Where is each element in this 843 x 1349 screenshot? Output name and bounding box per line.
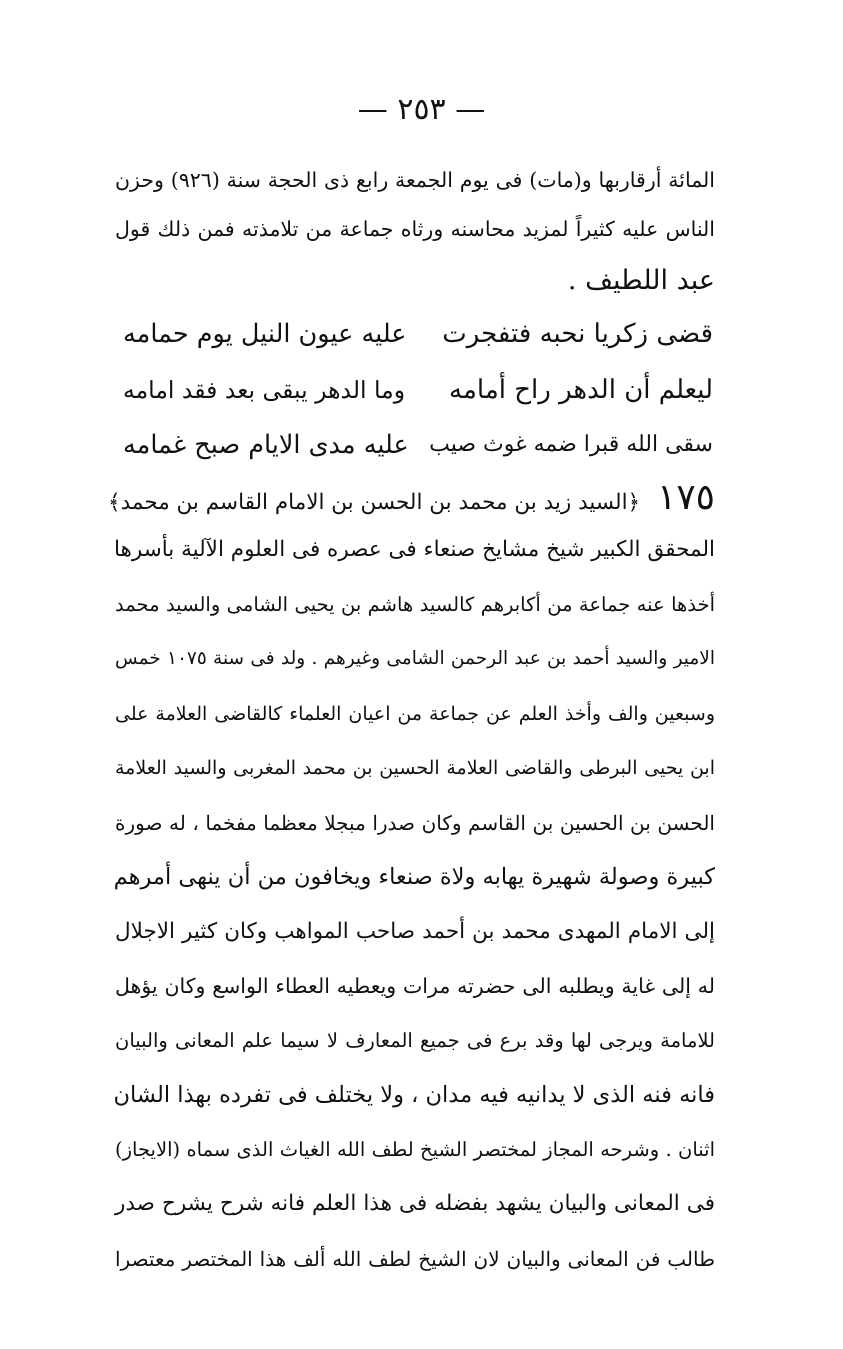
text-line: للامامة ويرجى لها وقد برع فى جميع المعارف لا سيما علم المعانى والبيان xyxy=(115,1029,715,1052)
text-line: المحقق الكبير شيخ مشايخ صنعاء فى عصره فى العلوم الآلية بأسرها xyxy=(113,537,715,562)
text-line: الامير والسيد أحمد بن عبد الرحمن الشامى وغيرهم . ولد فى سنة ١٠٧٥ خمس xyxy=(115,648,715,669)
page-number: — ٢٥٣ — xyxy=(357,92,486,127)
text-line: ابن يحيى البرطى والقاضى العلامة الحسين بن محمد المغربى والسيد العلامة xyxy=(115,757,715,779)
entry-heading xyxy=(105,476,715,525)
entry-title: ﴿السيد زيد بن محمد بن الحسن بن الامام القاسم بن محمد﴾ xyxy=(108,490,641,515)
verse-first-hemistich: سقى الله قبرا ضمه غوث صيب xyxy=(429,432,713,457)
verse-line xyxy=(123,368,713,412)
text-line: كبيرة وصولة شهيرة يهابه ولاة صنعاء ويخافون من أن ينهى أمرهم xyxy=(113,864,715,890)
verse-first-hemistich: ليعلم أن الدهر راح أمامه xyxy=(449,375,713,405)
entry-number: ١٧٥ xyxy=(656,477,715,518)
text-line: الحسن بن الحسين بن القاسم وكان صدرا مبجلا معظما مفخما ، له صورة xyxy=(115,811,715,835)
text-line: إلى الامام المهدى محمد بن أحمد صاحب المواهب وكان كثير الاجلال xyxy=(115,919,715,944)
text-line: له إلى غاية ويطلبه الى حضرته مرات ويعطيه العطاء الواسع وكان يؤهل xyxy=(115,974,715,998)
text-line: طالب فن المعانى والبيان لان الشيخ لطف الله ألف هذا المختصر معتصرا xyxy=(115,1247,715,1271)
verse-second-hemistich: عليه عيون النيل يوم حمامه xyxy=(123,319,407,349)
text-line: فانه فنه الذى لا يدانيه فيه مدان ، ولا يختلف فى تفرده بهذا الشان xyxy=(113,1082,715,1108)
text-line: فى المعانى والبيان يشهد بفضله فى هذا العلم فانه شرح يشرح صدر xyxy=(115,1191,715,1216)
text-line: الناس عليه كثيراً لمزيد محاسنه ورثاه جماعة من تلامذته فمن ذلك قول xyxy=(115,217,715,241)
verse-second-hemistich: وما الدهر يبقى بعد فقد امامه xyxy=(123,376,406,404)
text-line: وسبعين والف وأخذ العلم عن جماعة من اعيان العلماء كالقاضى العلامة على xyxy=(115,703,715,725)
text-line: عبد اللطيف . xyxy=(567,265,715,296)
verse-line xyxy=(123,312,713,356)
verse-line xyxy=(123,423,713,467)
verse-first-hemistich: قضى زكريا نحبه فتفجرت xyxy=(442,319,713,349)
text-line: أخذها عنه جماعة من أكابرهم كالسيد هاشم بن يحيى الشامى والسيد محمد xyxy=(115,593,715,616)
text-line: اثنان . وشرحه المجاز لمختصر الشيخ لطف الله الغياث الذى سماه (الايجاز) xyxy=(115,1138,715,1161)
verse-second-hemistich: عليه مدى الايام صبح غمامه xyxy=(123,430,409,460)
text-line: المائة أرقاربها و(مات) فى يوم الجمعة رابع ذى الحجة سنة (٩٢٦) وحزن xyxy=(115,168,716,192)
